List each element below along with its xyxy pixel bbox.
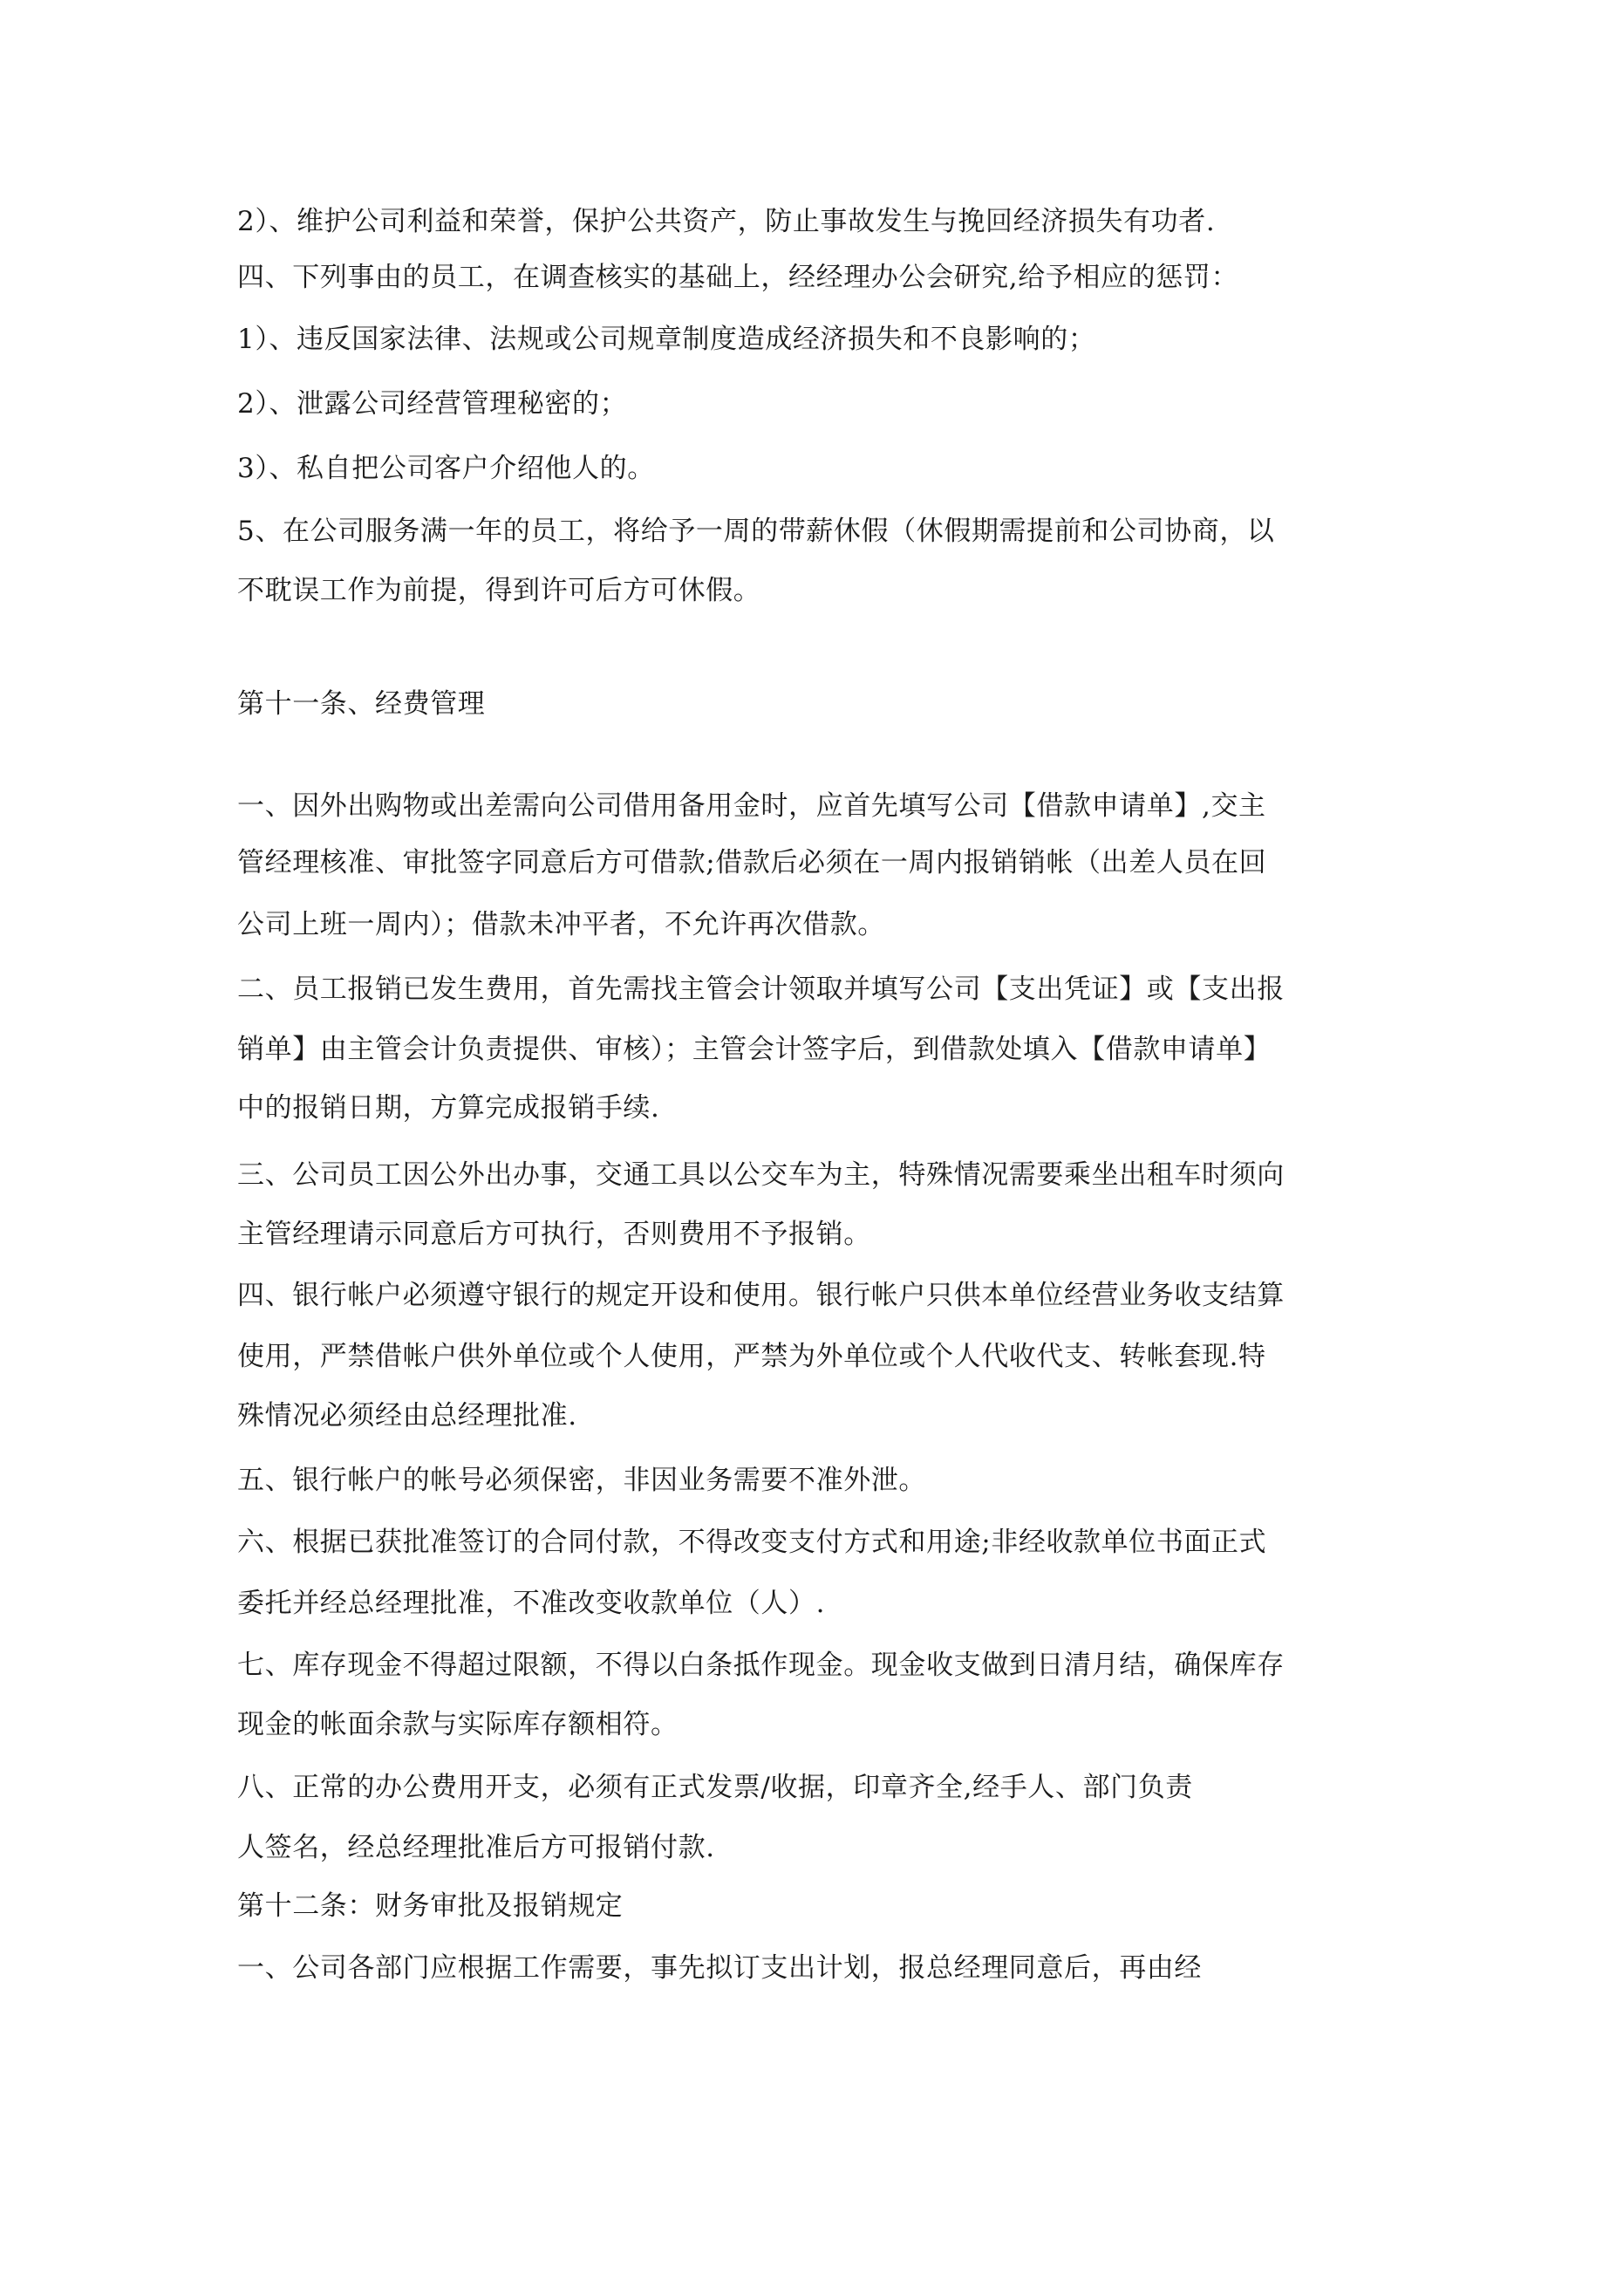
text-line: 中的报销日期，方算完成报销手续.: [237, 1092, 660, 1124]
text-line: 人签名，经总经理批准后方可报销付款.: [237, 1832, 715, 1863]
text-line: 一、公司各部门应根据工作需要，事先拟订支出计划，报总经理同意后，再由经: [237, 1952, 1202, 1984]
text-line: 管经理核准、审批签字同意后方可借款;借款后必须在一周内报销销帐（出差人员在回: [237, 847, 1267, 878]
text-line: 四、下列事由的员工，在调查核实的基础上，经经理办公会研究,给予相应的惩罚：: [237, 262, 1239, 293]
text-line: 殊情况必须经由总经理批准.: [237, 1400, 577, 1432]
text-line: 使用，严禁借帐户供外单位或个人使用，严禁为外单位或个人代收代支、转帐套现.特: [237, 1341, 1266, 1372]
text-line: 三、公司员工因公外出办事，交通工具以公交车为主，特殊情况需要乘坐出租车时须向: [237, 1159, 1285, 1191]
text-line: 主管经理请示同意后方可执行，否则费用不予报销。: [237, 1219, 871, 1250]
text-line: 六、根据已获批准签订的合同付款，不得改变支付方式和用途;非经收款单位书面正式: [237, 1527, 1267, 1558]
text-line: 销单】由主管会计负责提供、审核）；主管会计签字后，到借款处填入【借款申请单】: [237, 1034, 1272, 1065]
text-line: 现金的帐面余款与实际库存额相符。: [237, 1709, 679, 1740]
text-line: 不耽误工作为前提，得到许可后方可休假。: [237, 575, 761, 606]
text-line: 3）、私自把公司客户介绍他人的。: [237, 453, 655, 484]
text-line: 七、库存现金不得超过限额，不得以白条抵作现金。现金收支做到日清月结，确保库存: [237, 1650, 1285, 1681]
text-line: 四、银行帐户必须遵守银行的规定开设和使用。银行帐户只供本单位经营业务收支结算: [237, 1280, 1285, 1311]
text-line: 二、员工报销已发生费用，首先需找主管会计领取并填写公司【支出凭证】或【支出报: [237, 974, 1285, 1005]
text-line: 1）、违反国家法律、法规或公司规章制度造成经济损失和不良影响的；: [237, 324, 1096, 355]
text-line: 委托并经总经理批准，不准改变收款单位（人）.: [237, 1588, 826, 1619]
text-line: 八、正常的办公费用开支，必须有正式发票/收据，印章齐全,经手人、部门负责: [237, 1772, 1193, 1803]
text-line: 五、银行帐户的帐号必须保密，非因业务需要不准外泄。: [237, 1465, 926, 1496]
text-line: 一、因外出购物或出差需向公司借用备用金时，应首先填写公司【借款申请单】,交主: [237, 790, 1266, 822]
text-line: 5、在公司服务满一年的员工，将给予一周的带薪休假（休假期需提前和公司协商，以: [237, 516, 1275, 547]
text-line: 公司上班一周内）；借款未冲平者，不允许再次借款。: [237, 909, 885, 940]
text-line: 2）、泄露公司经营管理秘密的；: [237, 388, 628, 420]
section-heading: 第十二条：财务审批及报销规定: [237, 1890, 624, 1922]
text-line: 2）、维护公司利益和荣誉，保护公共资产，防止事故发生与挽回经济损失有功者.: [237, 206, 1216, 237]
section-heading: 第十一条、经费管理: [237, 688, 486, 720]
